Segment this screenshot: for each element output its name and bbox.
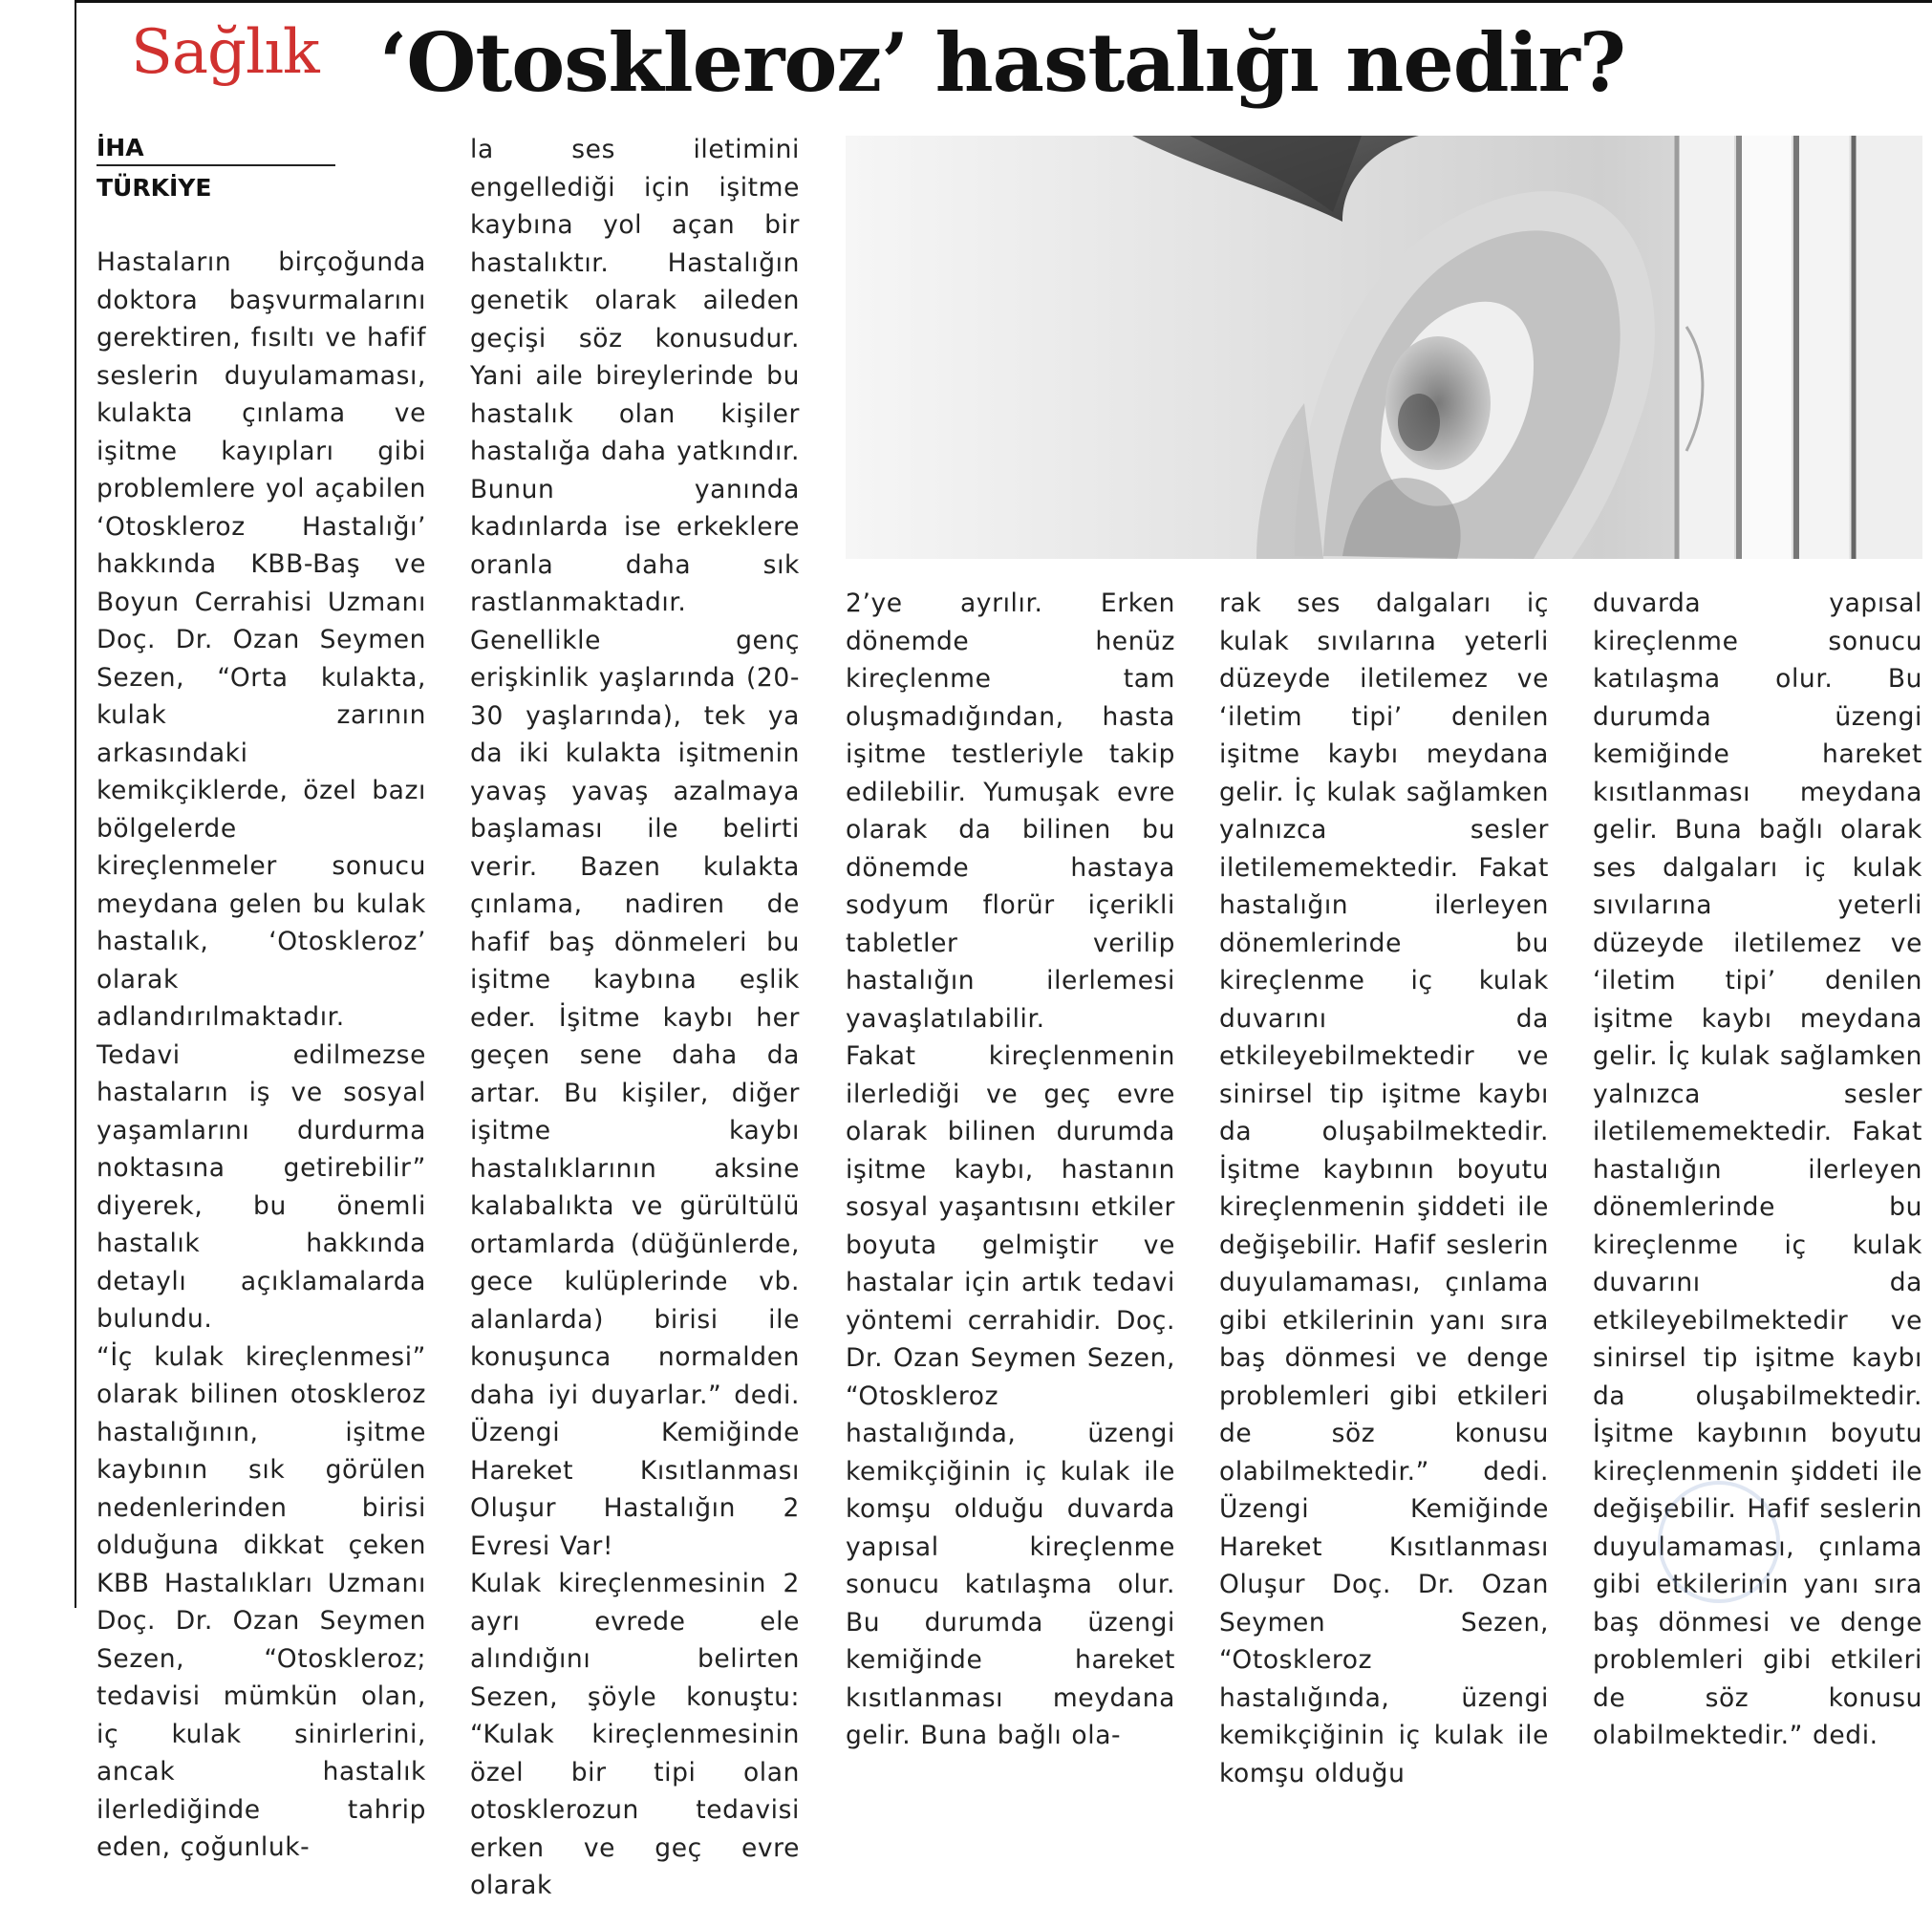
- article-column-2: [470, 131, 800, 1900]
- paragraph: Hastaların birçoğunda doktora başvurmalarını gerektiren, fısıltı ve hafif seslerin duyulamaması, kulakta çınlama ve işitme kayıpları gibi problemlere yol açabilen ‘Otoskleroz Hastalığı’ hakkında KBB-Baş ve Boyun Cerrahisi Uzmanı Doç. Dr. Ozan Seymen Sezen, “Orta kulakta, kulak zarının arkasındaki kemikçiklerde, özel bazı bölgelerde kireçlenmeler sonucu meydana gelen bu kulak hastalık, ‘Otoskleroz’ olarak adlandırılmaktadır. Tedavi edilmezse hastaların iş ve sosyal yaşamlarını durdurma noktasına getirebilir” diyerek, bu önemli hastalık hakkında detaylı açıklamalarda bulundu.: [97, 247, 426, 1334]
- top-rule: [75, 0, 1932, 3]
- paragraph: la ses iletimini engellediği için işitme kaybına yol açan bir hastalıktır. Hastalığın genetik olarak aileden geçişi söz konusudur. Yani aile bireylerinde bu hastalık olan kişiler hastalığa daha yatkındır. Bunun yanında kadınlarda ise erkeklere oranla daha sık rastlanmaktadır. Genellikle genç erişkinlik yaşlarında (20-30 yaşlarında), tek ya da iki kulakta işitmenin yavaş yavaş azalmaya başlaması ile belirti verir. Bazen kulakta çınlama, nadiren de hafif baş dönmeleri bu işitme kaybına eşlik eder. İşitme kaybı her geçen sene daha da artar. Bu kişiler, diğer işitme kaybı hastalıklarının aksine kalabalıkta ve gürültülü ortamlarda (düğünlerde, gece kulüplerinde vb. alanlarda) birisi ile konuşunca normalden daha iyi duyarlar.” dedi. Üzengi Kemiğinde Hareket Kısıtlanması Oluşur Hastalığın 2 Evresi Var!: [470, 135, 800, 1561]
- paragraph: 2’ye ayrılır. Erken dönemde henüz kireçlenme tam oluşmadığından, hasta işitme testleriyle takip edilebilir. Yumuşak evre olarak da bilinen bu dönemde hastaya sodyum florür içerikli tabletler verilip hastalığın ilerlemesi yavaşlatılabilir.: [846, 589, 1175, 1034]
- paragraph: “İç kulak kireçlenmesi” olarak bilinen otoskleroz hastalığının, işitme kaybının sık görülen nedenlerinden birisi olduğuna dikkat çeken KBB Hastalıkları Uzmanı Doç. Dr. Ozan Seymen Sezen, “Otoskleroz; tedavisi mümkün olan, iç kulak sinirlerini, ancak hastalık ilerlediğinde tahrip eden, çoğunluk-: [97, 1341, 426, 1862]
- byline-divider: [97, 164, 335, 166]
- paragraph: duvarda yapısal kireçlenme sonucu katılaşma olur. Bu durumda üzengi kemiğinde hareket kısıtlanması meydana gelir. Buna bağlı olarak ses dalgaları iç kulak sıvılarına yeterli düzeyde iletilemez ve ‘iletim tipi’ denilen işitme kaybı meydana gelir. İç kulak sağlamken yalnızca sesler iletilememektedir. Fakat hastalığın ilerleyen dönemlerinde bu kireçlenme iç kulak duvarını da etkileyebilmektedir ve sinirsel tip işitme kaybı da oluşabilmektedir. İşitme kaybının boyutu kireçlenmenin şiddeti ile değişebilir. Hafif seslerin duyulamaması, çınlama gibi etkilerinin yanı sıra baş dönmesi ve denge problemleri gibi etkileri de söz konusu olabilmektedir.” dedi.: [1593, 589, 1922, 1750]
- article-column-1: [97, 244, 426, 1862]
- section-label: Sağlık: [131, 17, 319, 88]
- byline-location: TÜRKİYE: [97, 174, 212, 202]
- paragraph: rak ses dalgaları iç kulak sıvılarına yeterli düzeyde iletilemez ve ‘iletim tipi’ denilen işitme kaybı meydana gelir. İç kulak sağlamken yalnızca sesler iletilememektedir. Fakat hastalığın ilerleyen dönemlerinde bu kireçlenme iç kulak duvarını da etkileyebilmektedir ve sinirsel tip işitme kaybı da oluşabilmektedir. İşitme kaybının boyutu kireçlenmenin şiddeti ile değişebilir. Hafif seslerin duyulamaması, çınlama gibi etkilerinin yanı sıra baş dönmesi ve denge problemleri gibi etkileri de söz konusu olabilmektedir.” dedi. Üzengi Kemiğinde Hareket Kısıtlanması Oluşur Doç. Dr. Ozan Seymen Sezen, “Otoskleroz hastalığında, üzengi kemikçiğinin iç kulak ile komşu olduğu: [1219, 589, 1549, 1788]
- paragraph: Kulak kireçlenmesinin 2 ayrı evrede ele alındığını belirten Sezen, şöyle konuştu: “Kulak kireçlenmesinin özel bir tipi olan otosklerozun tedavisi erken ve geç evre olarak: [470, 1569, 800, 1900]
- article-column-3: [846, 585, 1175, 1750]
- headline: ‘Otoskleroz’ hastalığı nedir?: [379, 15, 1625, 110]
- article-column-4: [1219, 585, 1549, 1788]
- ear-photo: [846, 136, 1922, 559]
- watermark-stamp: [1658, 1481, 1780, 1603]
- byline-agency: İHA: [97, 134, 144, 161]
- article-column-5: [1593, 585, 1922, 1750]
- paragraph: Fakat kireçlenmenin ilerlediği ve geç evre olarak bilinen durumda işitme kaybı, hastanın sosyal yaşantısını etkiler boyuta gelmiştir ve hastalar için artık tedavi yöntemi cerrahidir. Doç. Dr. Ozan Seymen Sezen, “Otoskleroz hastalığında, üzengi kemikçiğinin iç kulak ile komşu olduğu duvarda yapısal kireçlenme sonucu katılaşma olur. Bu durumda üzengi kemiğinde hareket kısıtlanması meydana gelir. Buna bağlı ola-: [846, 1041, 1175, 1750]
- left-rule: [75, 0, 76, 1608]
- ear-image: [846, 136, 1922, 559]
